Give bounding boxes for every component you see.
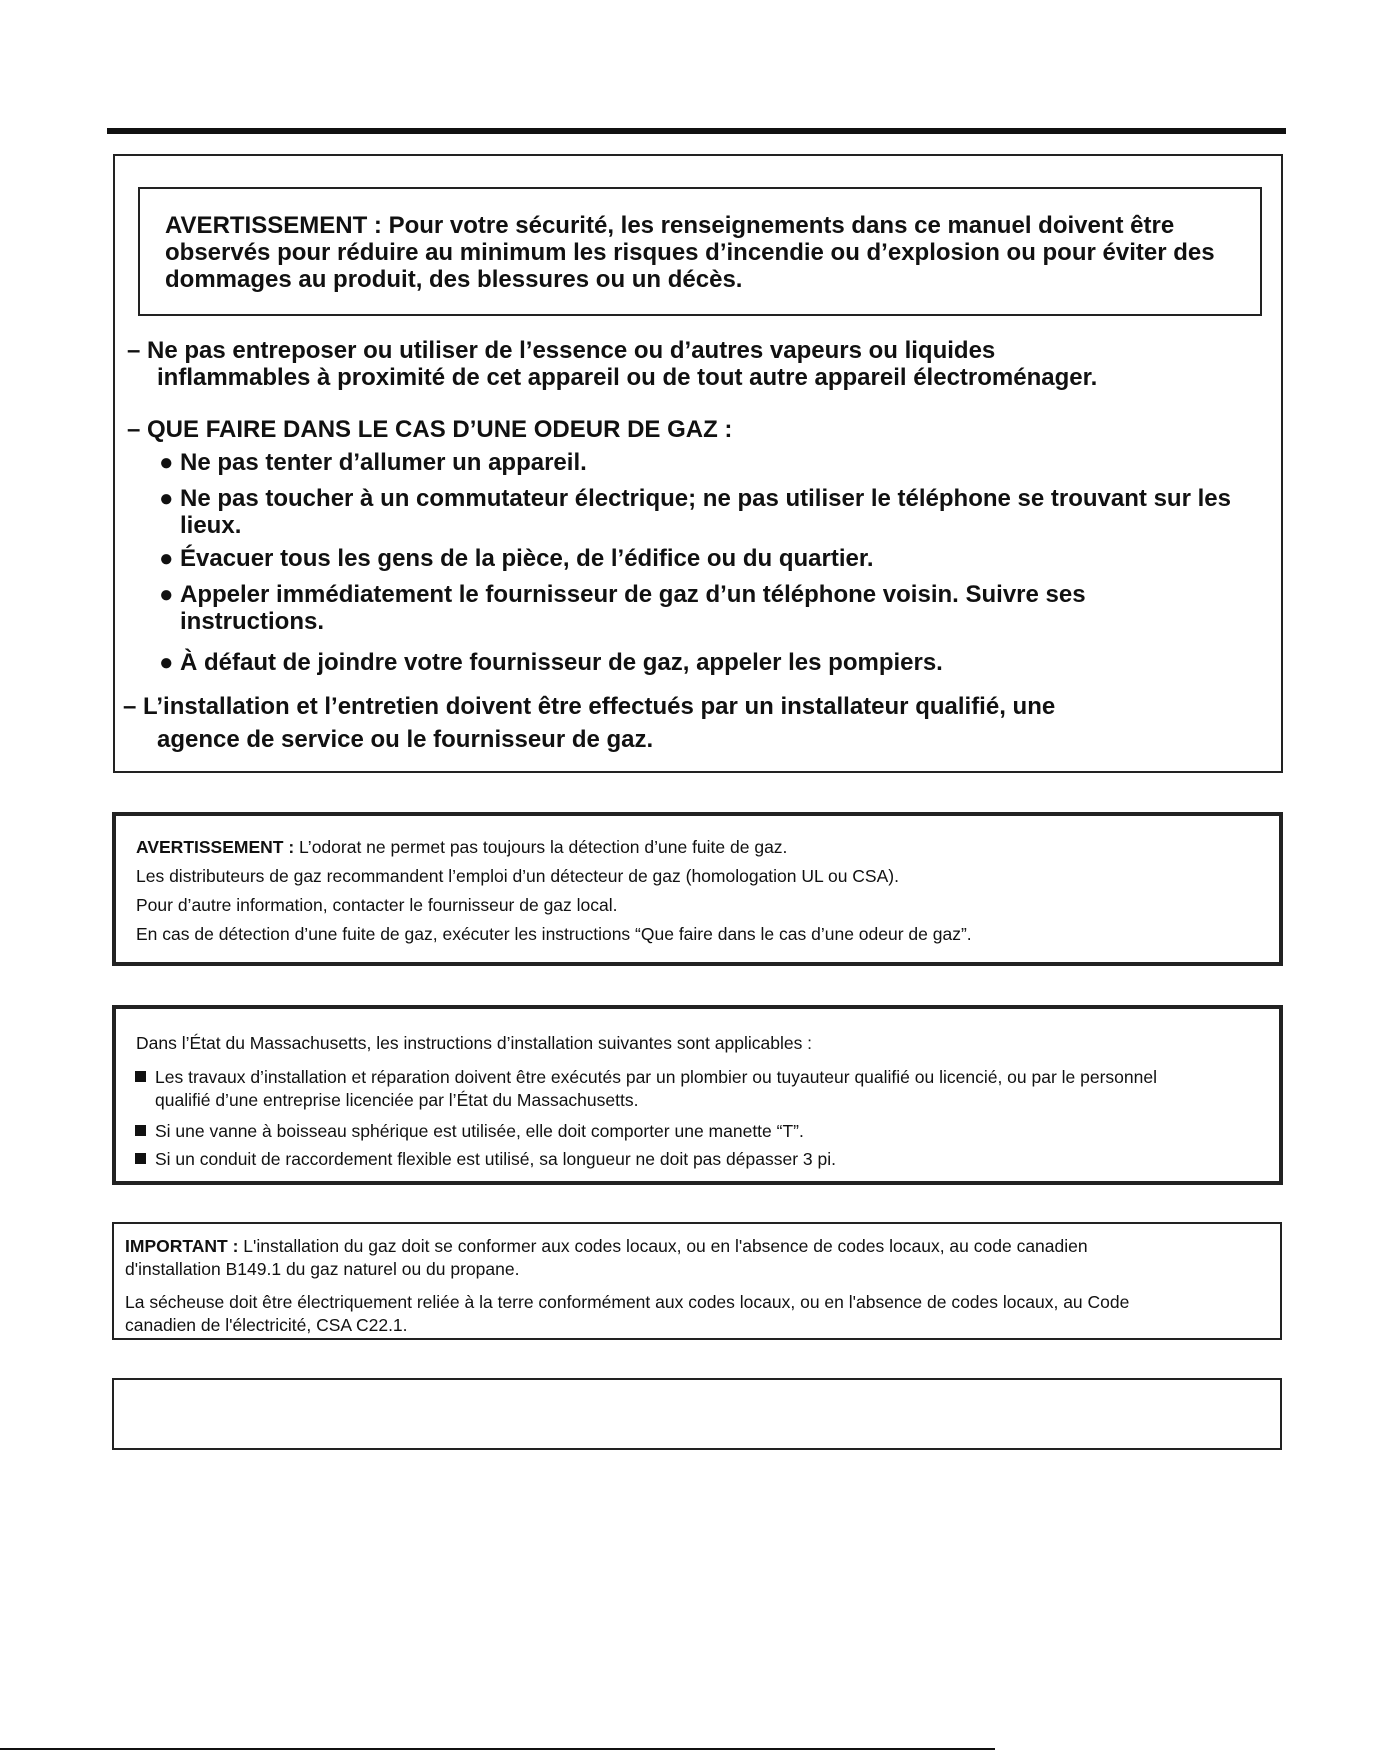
important-line-4: canadien de l'électricité, CSA C22.1. [125,1315,408,1335]
no-flammables-line-1: – Ne pas entreposer ou utiliser de l’essence ou d’autres vapeurs ou liquides [127,337,996,364]
safety-warning-box: AVERTISSEMENT : Pour votre sécurité, les renseignements dans ce manuel doivent être observés pour réduire au minimum les risques d’incendie ou d’explosion ou pour éviter des dommages au produit, des blessures ou un décès. – Ne pas entreposer ou utiliser de l’essence ou d’autres vapeurs ou liquides inflammables à proximité de cet appareil ou de tout autre appareil électroménager. – QUE FAIRE DANS LE CAS D’UNE ODEUR DE GAZ : ● Ne pas tenter d’allumer un appareil. ● Ne pas toucher à un commutateur électrique; ne pas utiliser le téléphone se trouvant sur les lieux. ● Évacuer tous les gens de la pièce, de l’édifice ou du quartier. ● Appeler immédiatement le fournisseur de gaz d’un téléphone voisin. Suivre ses instructions. ● À défaut de joindre votre fournisseur de gaz, appeler les pompiers. – L’installation et l’entretien doivent être effectués par un installateur qualifié, une agence de service ou le fournisseur de gaz. [113,154,1283,773]
safety-warning-header-box [138,187,1262,316]
odor-warning-line-1: AVERTISSEMENT : L’odorat ne permet pas toujours la détection d’une fuite de gaz. [136,837,788,857]
massachusetts-box: Dans l’État du Massachusetts, les instructions d’installation suivantes sont applicables : Les travaux d’installation et réparation doivent être exécutés par un plombier ou tuyauteur qualifié ou licencié, ou par le personnel qualifié d’une entreprise licenciée par l’État du Massachusetts. Si une vanne à boisseau sphérique est utilisée, elle doit comporter une manette “T”. Si un conduit de raccordement flexible est utilisé, sa longueur ne doit pas dépasser 3 pi. [112,1005,1283,1185]
bullet-icon: ● [159,545,174,572]
bullet-icon: ● [159,449,174,476]
gas-odor-heading: – QUE FAIRE DANS LE CAS D’UNE ODEUR DE GAZ : [127,416,733,443]
square-bullet-icon [135,1153,146,1164]
no-flammables-line-2: inflammables à proximité de cet appareil ou de tout autre appareil électroménager. [157,364,1098,391]
qualified-installer-line-1: – L’installation et l’entretien doivent être effectués par un installateur qualifié, une [123,693,1056,720]
square-bullet-icon [135,1125,146,1136]
top-rule [107,128,1286,134]
empty-box [112,1378,1282,1450]
bullet-icon: ● [159,649,174,676]
odor-warning-line-3: Pour d’autre information, contacter le fournisseur de gaz local. [136,895,618,915]
bullet-icon: ● [159,581,174,608]
important-line-2: d'installation B149.1 du gaz naturel ou du propane. [125,1259,520,1279]
safety-warning-header: AVERTISSEMENT : Pour votre sécurité, les renseignements dans ce manuel doivent être observés pour réduire au minimum les risques d’incendie ou d’explosion ou pour éviter des dommages au produit, des blessures ou un décès. [165,212,1215,293]
bottom-rule [0,1748,995,1750]
odor-warning-line-4: En cas de détection d’une fuite de gaz, exécuter les instructions “Que faire dans le cas d’une odeur de gaz”. [136,924,972,944]
important-box [112,1222,1282,1340]
square-bullet-icon [135,1071,146,1082]
bullet-icon: ● [159,485,174,512]
odor-warning-box [112,812,1283,966]
odor-warning-line-2: Les distributeurs de gaz recommandent l’emploi d’un détecteur de gaz (homologation UL ou CSA). [136,866,899,886]
qualified-installer-line-2: agence de service ou le fournisseur de gaz. [157,726,654,753]
important-line-1: IMPORTANT : L'installation du gaz doit se conformer aux codes locaux, ou en l'absence de codes locaux, au code canadien [125,1236,1088,1256]
important-line-3: La sécheuse doit être électriquement reliée à la terre conformément aux codes locaux, ou en l'absence de codes locaux, au Code [125,1292,1130,1312]
massachusetts-intro: Dans l’État du Massachusetts, les instructions d’installation suivantes sont applicables : [136,1033,813,1053]
